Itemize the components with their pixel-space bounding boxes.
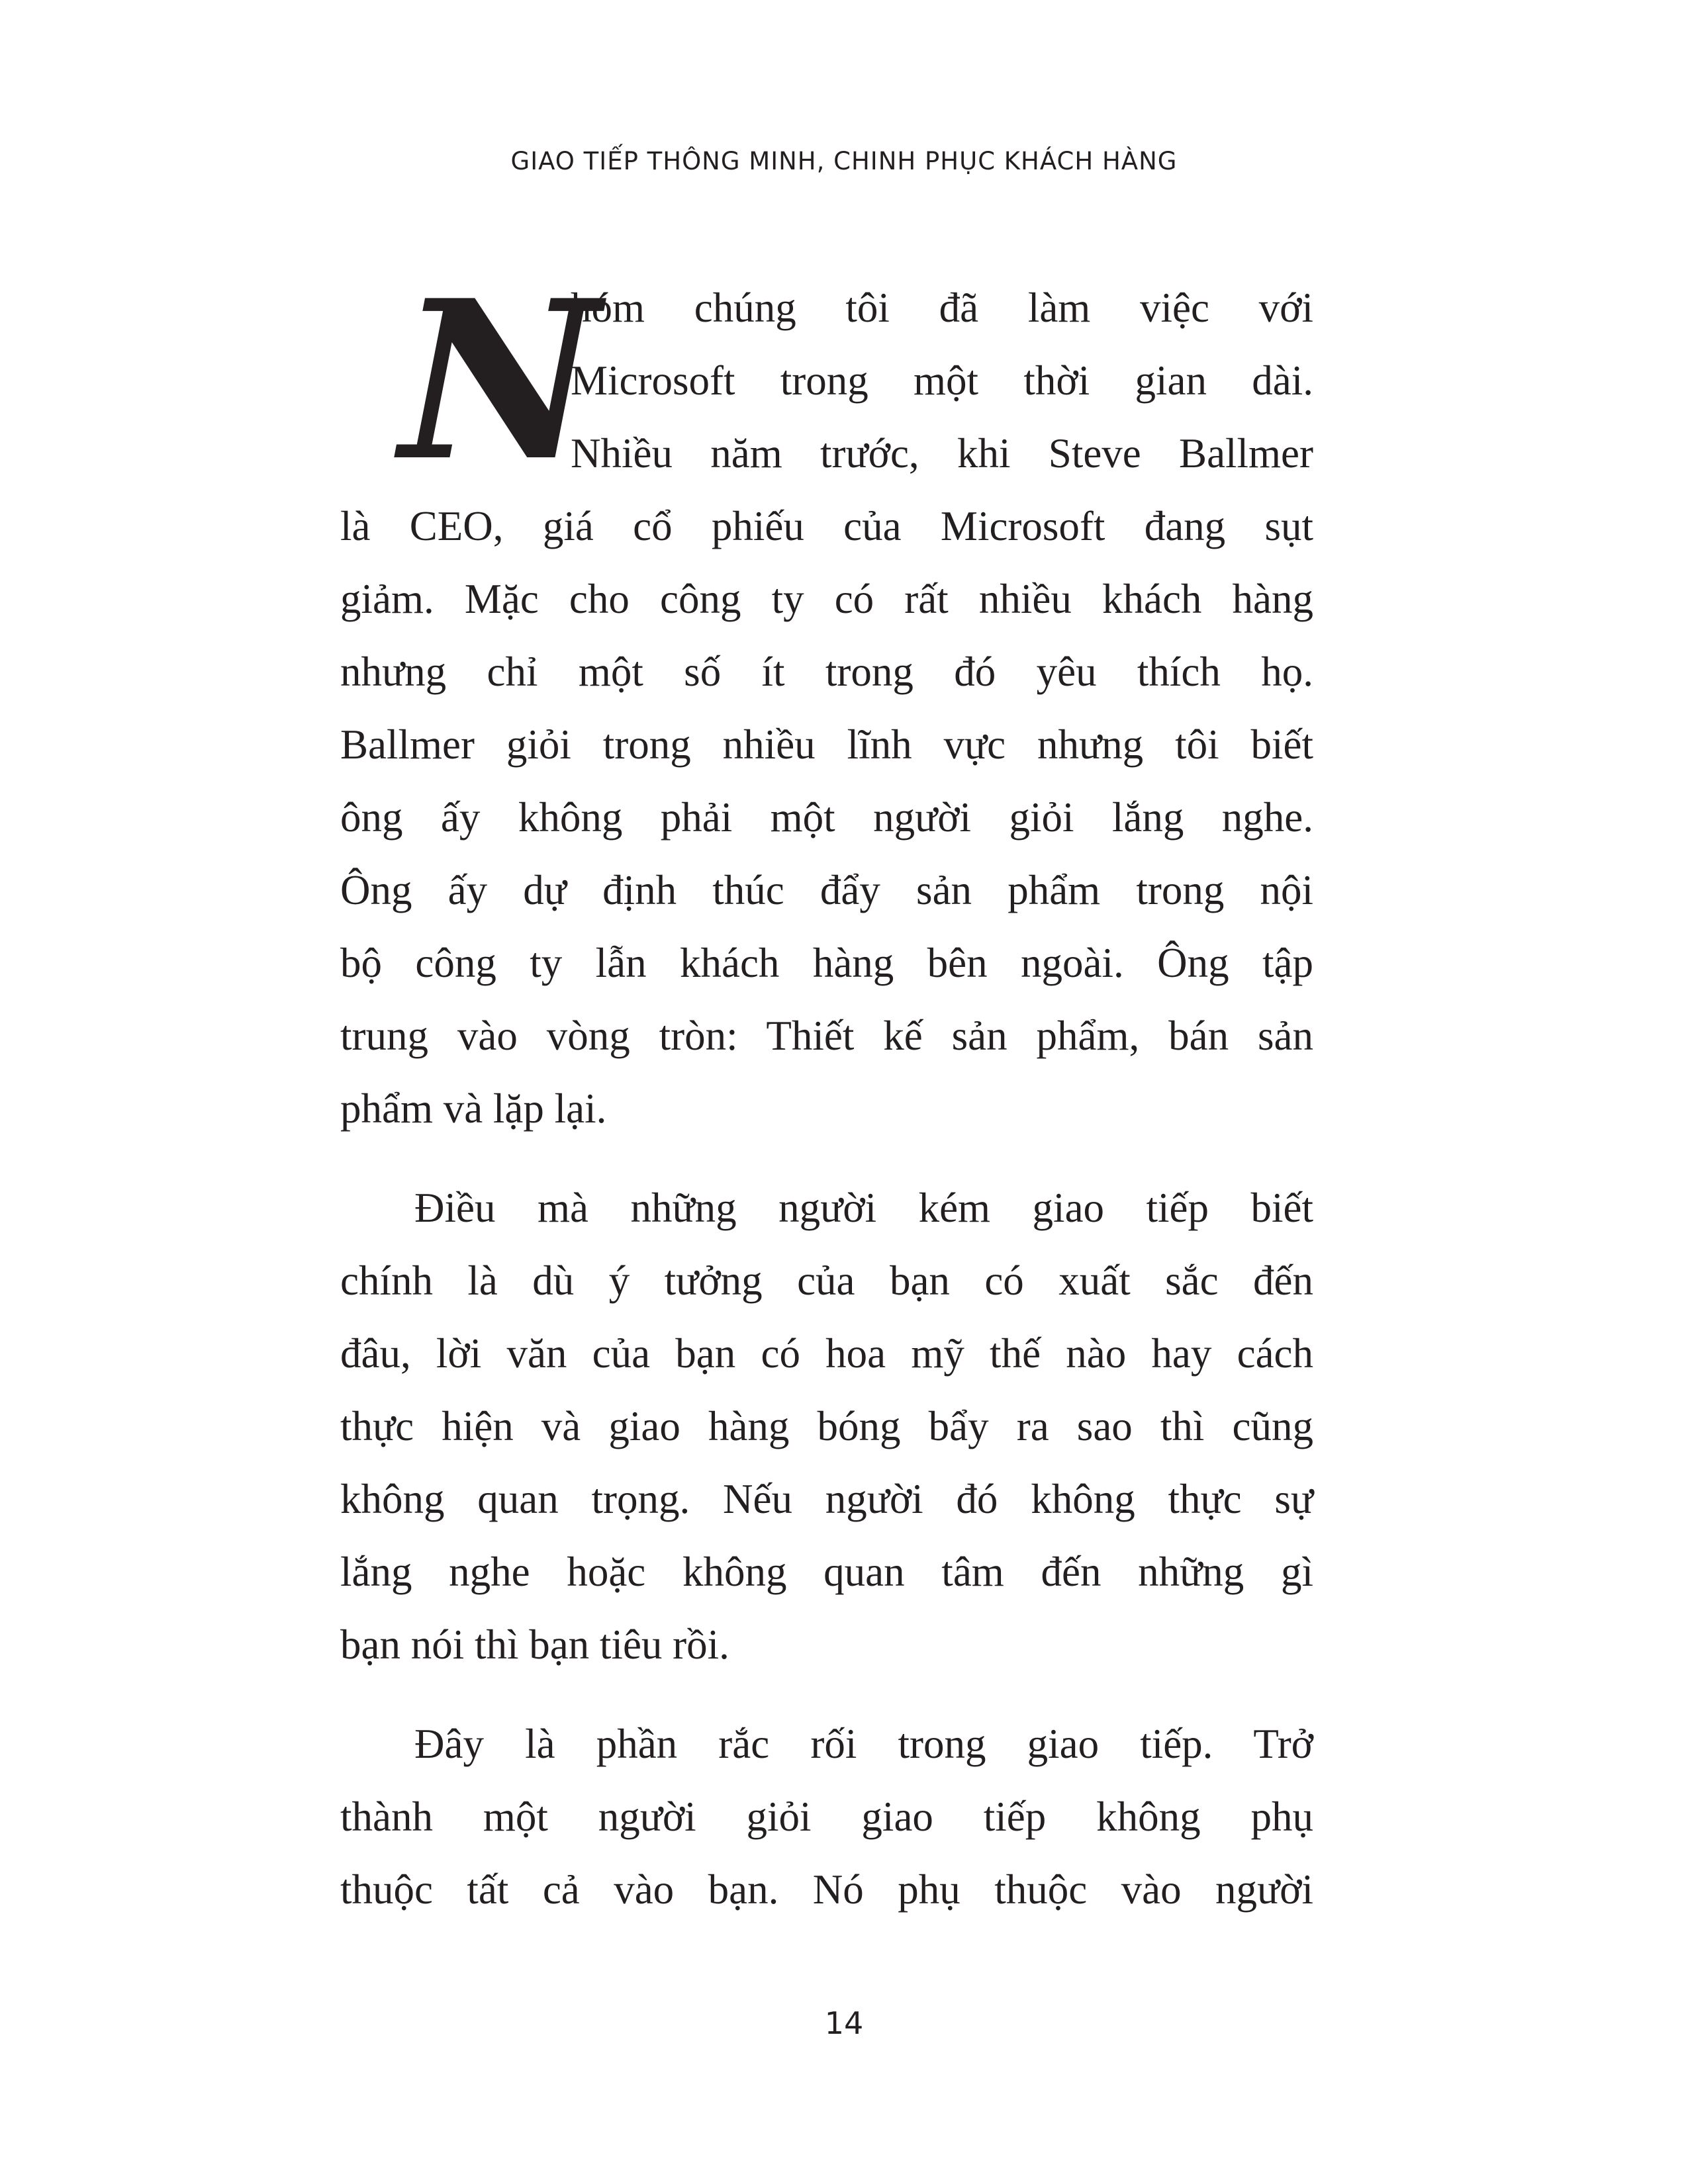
text-line: chính là dù ý tưởng của bạn có xuất sắc đến bbox=[340, 1257, 1313, 1304]
running-header: GIAO TIẾP THÔNG MINH, CHINH PHỤC KHÁCH HÀNG bbox=[510, 147, 1178, 175]
text-line: Ông ấy dự định thúc đẩy sản phẩm trong nội bbox=[340, 867, 1313, 913]
text-line: thuộc tất cả vào bạn. Nó phụ thuộc vào người bbox=[340, 1866, 1313, 1913]
text-line: không quan trọng. Nếu người đó không thực sự bbox=[340, 1476, 1313, 1522]
text-line: là CEO, giá cổ phiếu của Microsoft đang sụt bbox=[340, 503, 1313, 549]
body-text bbox=[340, 252, 1313, 1926]
text-line: đâu, lời văn của bạn có hoa mỹ thế nào hay cách bbox=[340, 1330, 1313, 1377]
text-line: ông ấy không phải một người giỏi lắng nghe. bbox=[340, 794, 1313, 841]
text-line: Microsoft trong một thời gian dài. bbox=[571, 357, 1313, 404]
text-line: Nhiều năm trước, khi Steve Ballmer bbox=[571, 430, 1313, 477]
text-line: bạn nói thì bạn tiêu rồi. bbox=[340, 1621, 729, 1668]
text-line: bộ công ty lẫn khách hàng bên ngoài. Ông tập bbox=[340, 940, 1313, 986]
text-line: thành một người giỏi giao tiếp không phụ bbox=[340, 1794, 1313, 1840]
page-number: 14 bbox=[824, 2005, 864, 2041]
text-line: thực hiện và giao hàng bóng bẩy ra sao thì cũng bbox=[340, 1403, 1313, 1449]
paragraph-gap bbox=[340, 1145, 1313, 1171]
text-line: Điều mà những người kém giao tiếp biết bbox=[414, 1185, 1313, 1231]
text-line: Ballmer giỏi trong nhiều lĩnh vực nhưng tôi biết bbox=[340, 721, 1313, 768]
paragraph-gap bbox=[340, 1681, 1313, 1707]
text-line: giảm. Mặc cho công ty có rất nhiều khách hàng bbox=[340, 576, 1313, 622]
text-line: trung vào vòng tròn: Thiết kế sản phẩm, bán sản bbox=[340, 1013, 1313, 1059]
text-line: lắng nghe hoặc không quan tâm đến những gì bbox=[340, 1549, 1313, 1595]
drop-cap: N bbox=[400, 252, 600, 509]
text-line: hóm chúng tôi đã làm việc với bbox=[571, 285, 1313, 331]
paragraph-2 bbox=[340, 1171, 1313, 1681]
text-line: Đây là phần rắc rối trong giao tiếp. Trở bbox=[414, 1721, 1313, 1767]
text-line: nhưng chỉ một số ít trong đó yêu thích họ. bbox=[340, 649, 1313, 695]
paragraph-3 bbox=[340, 1707, 1313, 1926]
text-line: phẩm và lặp lại. bbox=[340, 1085, 607, 1132]
